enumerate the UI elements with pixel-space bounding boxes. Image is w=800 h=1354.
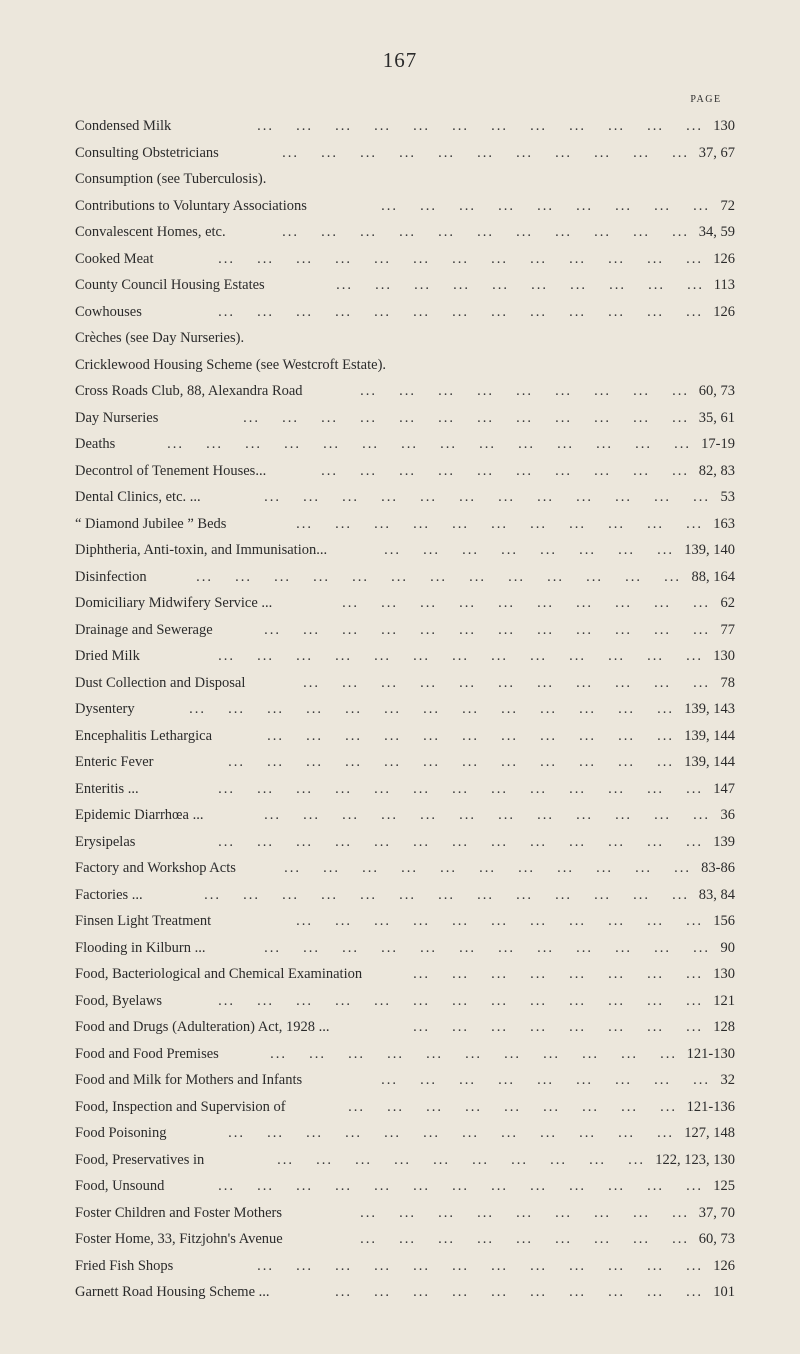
index-term: Cowhouses: [75, 303, 142, 320]
dot-leader: ... ... ... ... ... ... ... ... ... ... ... ...: [264, 939, 710, 956]
index-term: Cooked Meat: [75, 250, 154, 267]
index-entry: [75, 431, 735, 458]
dot-leader: ... ... ... ... ... ... ... ... ... ... ... ... ...: [218, 833, 703, 850]
index-term: Fried Fish Shops: [75, 1257, 174, 1274]
page-number: 167: [382, 48, 418, 72]
dot-leader: ... ... ... ... ... ... ... ... ... ... ... ... ...: [218, 1178, 703, 1194]
index-page-ref: 60, 73: [698, 1231, 735, 1247]
index-term: Epidemic Diarrhœa ...: [75, 807, 204, 823]
index-term: Diphtheria, Anti-toxin, and Immunisation...: [75, 542, 328, 558]
index-term: Disinfection: [75, 568, 147, 585]
index-page-ref: 53: [720, 489, 735, 505]
dot-leader: ... ... ... ... ... ... ... ... ... ... ...: [267, 727, 674, 744]
dot-leader: ... ... ... ... ... ... ... ... ... ... ... ... ...: [218, 780, 703, 797]
index-page-ref: 139, 143: [684, 701, 735, 717]
index-entry: [75, 113, 735, 140]
index-page-ref: 83-86: [701, 860, 735, 876]
index-page-ref: 127, 148: [684, 1125, 735, 1141]
index-entry: [75, 855, 735, 882]
index-page-ref: 126: [713, 303, 735, 320]
index-entry: [75, 484, 735, 511]
index-entry: [75, 617, 735, 644]
index-entry: [75, 643, 735, 670]
index-page-ref: 122, 123, 130: [655, 1151, 735, 1168]
dot-leader: ... ... ... ... ... ... ... ...: [413, 1019, 703, 1035]
dot-leader: ... ... ... ... ... ... ... ... ... ... ... ...: [243, 409, 689, 426]
dot-leader: ... ... ... ... ... ... ... ... ... ...: [335, 1284, 703, 1300]
dot-leader: ... ... ... ... ... ... ... ... ... ... ...: [303, 674, 710, 691]
index-term: Convalescent Homes, etc.: [75, 224, 226, 240]
index-entry: [75, 1041, 735, 1068]
index-entry: [75, 246, 735, 273]
index-page-ref: 126: [713, 250, 735, 267]
index-entry: [75, 458, 735, 485]
index-page-ref: 37, 67: [698, 144, 735, 161]
dot-leader: ... ... ... ... ... ... ... ... ...: [360, 383, 689, 399]
index-page-ref: 62: [720, 595, 735, 611]
dot-leader: ... ... ... ... ... ... ... ... ... ... ... ...: [257, 1257, 703, 1274]
dot-leader: ... ... ... ... ... ... ... ... ... ... ...: [282, 144, 689, 161]
index-term: Contributions to Voluntary Associations: [75, 197, 307, 214]
index-term: Drainage and Sewerage: [75, 621, 213, 638]
index-term: Dental Clinics, etc. ...: [75, 489, 201, 505]
index-page-ref: 156: [713, 913, 735, 929]
index-entry: [75, 1094, 735, 1121]
index-page-ref: 163: [713, 515, 735, 532]
index-term: Dried Milk: [75, 648, 140, 664]
index-page-ref: 82, 83: [698, 462, 735, 479]
index-term: Factory and Workshop Acts: [75, 860, 236, 876]
index-entry: [75, 166, 735, 193]
index-term: Food, Unsound: [75, 1178, 165, 1194]
index-entry: [75, 1147, 735, 1174]
dot-leader: ... ... ... ... ... ... ... ... ... ... ... ... ... ...: [167, 436, 691, 452]
index-term: Food and Milk for Mothers and Infants: [75, 1072, 303, 1088]
index-page-ref: 139: [713, 833, 735, 850]
index-entry: [75, 961, 735, 988]
index-entry: [75, 723, 735, 750]
dot-leader: ... ... ... ... ... ... ... ... ... ...: [336, 277, 704, 293]
index-entry: [75, 1226, 735, 1253]
index-entry: [75, 696, 735, 723]
index-entry: [75, 564, 735, 591]
index-term: Foster Children and Foster Mothers: [75, 1204, 283, 1221]
index-term: Food, Bacteriological and Chemical Examination: [75, 966, 363, 982]
index-entry: [75, 590, 735, 617]
index-page-ref: 139, 144: [684, 727, 735, 744]
dot-leader: ... ... ... ... ... ... ... ... ... ... ... ... ...: [218, 250, 703, 267]
index-entry: [75, 193, 735, 220]
index-entry: [75, 908, 735, 935]
index-term: Erysipelas: [75, 833, 136, 850]
dot-leader: ... ... ... ... ... ... ... ... ... ... ... ...: [228, 754, 674, 770]
index-page-ref: 32: [720, 1072, 735, 1088]
dot-leader: ... ... ... ... ... ... ... ...: [384, 542, 674, 558]
dot-leader: ... ... ... ... ... ... ... ... ... ... ... ... ...: [189, 701, 674, 717]
index-page-ref: 88, 164: [691, 568, 735, 585]
dot-leader: ... ... ... ... ... ... ... ... ... ... ... ...: [228, 1125, 674, 1141]
index-page-ref: 77: [720, 621, 735, 638]
index-entry: [75, 749, 735, 776]
index-entry: [75, 1200, 735, 1227]
index-entry: [75, 776, 735, 803]
dot-leader: ... ... ... ... ... ... ... ... ... ... ... ... ...: [218, 303, 703, 320]
index-page-ref: 34, 59: [698, 224, 735, 240]
index-entry: [75, 378, 735, 405]
index-entry: [75, 1067, 735, 1094]
index-page-ref: 126: [713, 1257, 735, 1274]
index-entry: [75, 1173, 735, 1200]
dot-leader: ... ... ... ... ... ... ... ... ...: [381, 197, 710, 214]
index-page-ref: 113: [713, 277, 735, 293]
index-page-ref: 72: [720, 197, 735, 214]
dot-leader: ... ... ... ... ... ... ... ... ... ...: [321, 462, 689, 479]
dot-leader: ... ... ... ... ... ... ... ...: [413, 966, 703, 982]
index-page-ref: 121-130: [686, 1045, 735, 1062]
index-term: Food and Drugs (Adulteration) Act, 1928 ...: [75, 1019, 330, 1035]
index-page-ref: 121: [713, 992, 735, 1009]
index-entry: [75, 1253, 735, 1280]
index-term: Food Poisoning: [75, 1125, 167, 1141]
index-term: Crèches (see Day Nurseries).: [75, 330, 245, 346]
index-page-ref: 101: [713, 1284, 735, 1300]
index-term: Condensed Milk: [75, 118, 172, 134]
index-entry: [75, 140, 735, 167]
index-page-ref: 139, 144: [684, 754, 735, 770]
index-term: Food, Preservatives in: [75, 1151, 205, 1168]
index-term: Dust Collection and Disposal: [75, 674, 246, 691]
index-entry: [75, 511, 735, 538]
index-term: Finsen Light Treatment: [75, 913, 212, 929]
dot-leader: ... ... ... ... ... ... ... ... ... ...: [277, 1151, 645, 1168]
index-term: County Council Housing Estates: [75, 277, 265, 293]
dot-leader: ... ... ... ... ... ... ... ... ...: [381, 1072, 710, 1088]
index-page-ref: 17-19: [701, 436, 735, 452]
index-page-ref: 139, 140: [684, 542, 735, 558]
index-term: Encephalitis Lethargica: [75, 727, 213, 744]
index-entry: [75, 299, 735, 326]
dot-leader: ... ... ... ... ... ... ... ... ... ... ... ... ...: [196, 568, 681, 585]
index-entry: [75, 537, 735, 564]
dot-leader: ... ... ... ... ... ... ... ... ... ... ... ...: [257, 118, 703, 134]
index-page-ref: 35, 61: [698, 409, 735, 426]
index-term: Domiciliary Midwifery Service ...: [75, 595, 273, 611]
index-term: Garnett Road Housing Scheme ...: [75, 1284, 270, 1300]
index-entry: [75, 829, 735, 856]
dot-leader: ... ... ... ... ... ... ... ... ... ... ...: [296, 913, 703, 929]
index-term: Day Nurseries: [75, 409, 159, 426]
index-term: Deaths: [75, 436, 116, 452]
index-page-ref: 128: [713, 1019, 735, 1035]
dot-leader: ... ... ... ... ... ... ... ... ... ... ...: [296, 515, 703, 532]
index-term: Decontrol of Tenement Houses...: [75, 462, 267, 479]
dot-leader: ... ... ... ... ... ... ... ... ... ...: [342, 595, 710, 611]
index-term: Foster Home, 33, Fitzjohn's Avenue: [75, 1231, 283, 1247]
dot-leader: ... ... ... ... ... ... ... ... ...: [360, 1204, 689, 1221]
index-entry: [75, 325, 735, 352]
index-entry: [75, 1014, 735, 1041]
index-term: Factories ...: [75, 886, 143, 903]
dot-leader: ... ... ... ... ... ... ... ... ... ... ... ... ...: [218, 992, 703, 1009]
index-term: Food, Inspection and Supervision of: [75, 1098, 286, 1115]
index-entry: [75, 1120, 735, 1147]
index-page-ref: 60, 73: [698, 383, 735, 399]
dot-leader: ... ... ... ... ... ... ... ... ... ... ... ...: [264, 807, 710, 823]
dot-leader: ... ... ... ... ... ... ... ... ... ... ... ...: [264, 621, 710, 638]
index-term: Consulting Obstetricians: [75, 144, 219, 161]
index-term: Food and Food Premises: [75, 1045, 219, 1062]
index-term: Dysentery: [75, 701, 135, 717]
index-term: Flooding in Kilburn ...: [75, 939, 206, 956]
index-page-ref: 83, 84: [698, 886, 735, 903]
index-entry: [75, 988, 735, 1015]
index-term: Enteric Fever: [75, 754, 154, 770]
index-page-ref: 37, 70: [698, 1204, 735, 1221]
index-entry: [75, 935, 735, 962]
index-entry: [75, 1279, 735, 1306]
dot-leader: ... ... ... ... ... ... ... ... ... ... ...: [284, 860, 691, 876]
dot-leader: ... ... ... ... ... ... ... ... ... ... ... ... ...: [204, 886, 689, 903]
index-page-ref: 78: [720, 674, 735, 691]
index-page-ref: 125: [713, 1178, 735, 1194]
index-list: [75, 113, 735, 1306]
dot-leader: ... ... ... ... ... ... ... ... ... ... ...: [282, 224, 689, 240]
index-entry: [75, 272, 735, 299]
index-page-ref: 121-136: [686, 1098, 735, 1115]
index-page-ref: 130: [713, 118, 735, 134]
index-entry: [75, 882, 735, 909]
dot-leader: ... ... ... ... ... ... ... ... ...: [348, 1098, 677, 1115]
index-page-ref: 90: [720, 939, 735, 956]
index-term: Enteritis ...: [75, 780, 139, 797]
index-term: Cross Roads Club, 88, Alexandra Road: [75, 383, 303, 399]
index-term: Cricklewood Housing Scheme (see Westcroft Estate).: [75, 356, 387, 373]
index-entry: [75, 219, 735, 246]
page-column-heading: PAGE: [690, 94, 722, 105]
index-term: Consumption (see Tuberculosis).: [75, 171, 267, 187]
index-term: “ Diamond Jubilee ” Beds: [75, 515, 227, 532]
index-entry: [75, 670, 735, 697]
index-term: Food, Byelaws: [75, 992, 162, 1009]
dot-leader: ... ... ... ... ... ... ... ... ... ... ...: [270, 1045, 677, 1062]
index-page-ref: 36: [720, 807, 735, 823]
index-page-ref: 147: [713, 780, 735, 797]
dot-leader: ... ... ... ... ... ... ... ... ... ... ... ...: [264, 489, 710, 505]
dot-leader: ... ... ... ... ... ... ... ... ...: [360, 1231, 689, 1247]
index-entry: [75, 405, 735, 432]
index-page-ref: 130: [713, 648, 735, 664]
index-entry: [75, 352, 735, 379]
dot-leader: ... ... ... ... ... ... ... ... ... ... ... ... ...: [218, 648, 703, 664]
index-page-ref: 130: [713, 966, 735, 982]
index-entry: [75, 802, 735, 829]
